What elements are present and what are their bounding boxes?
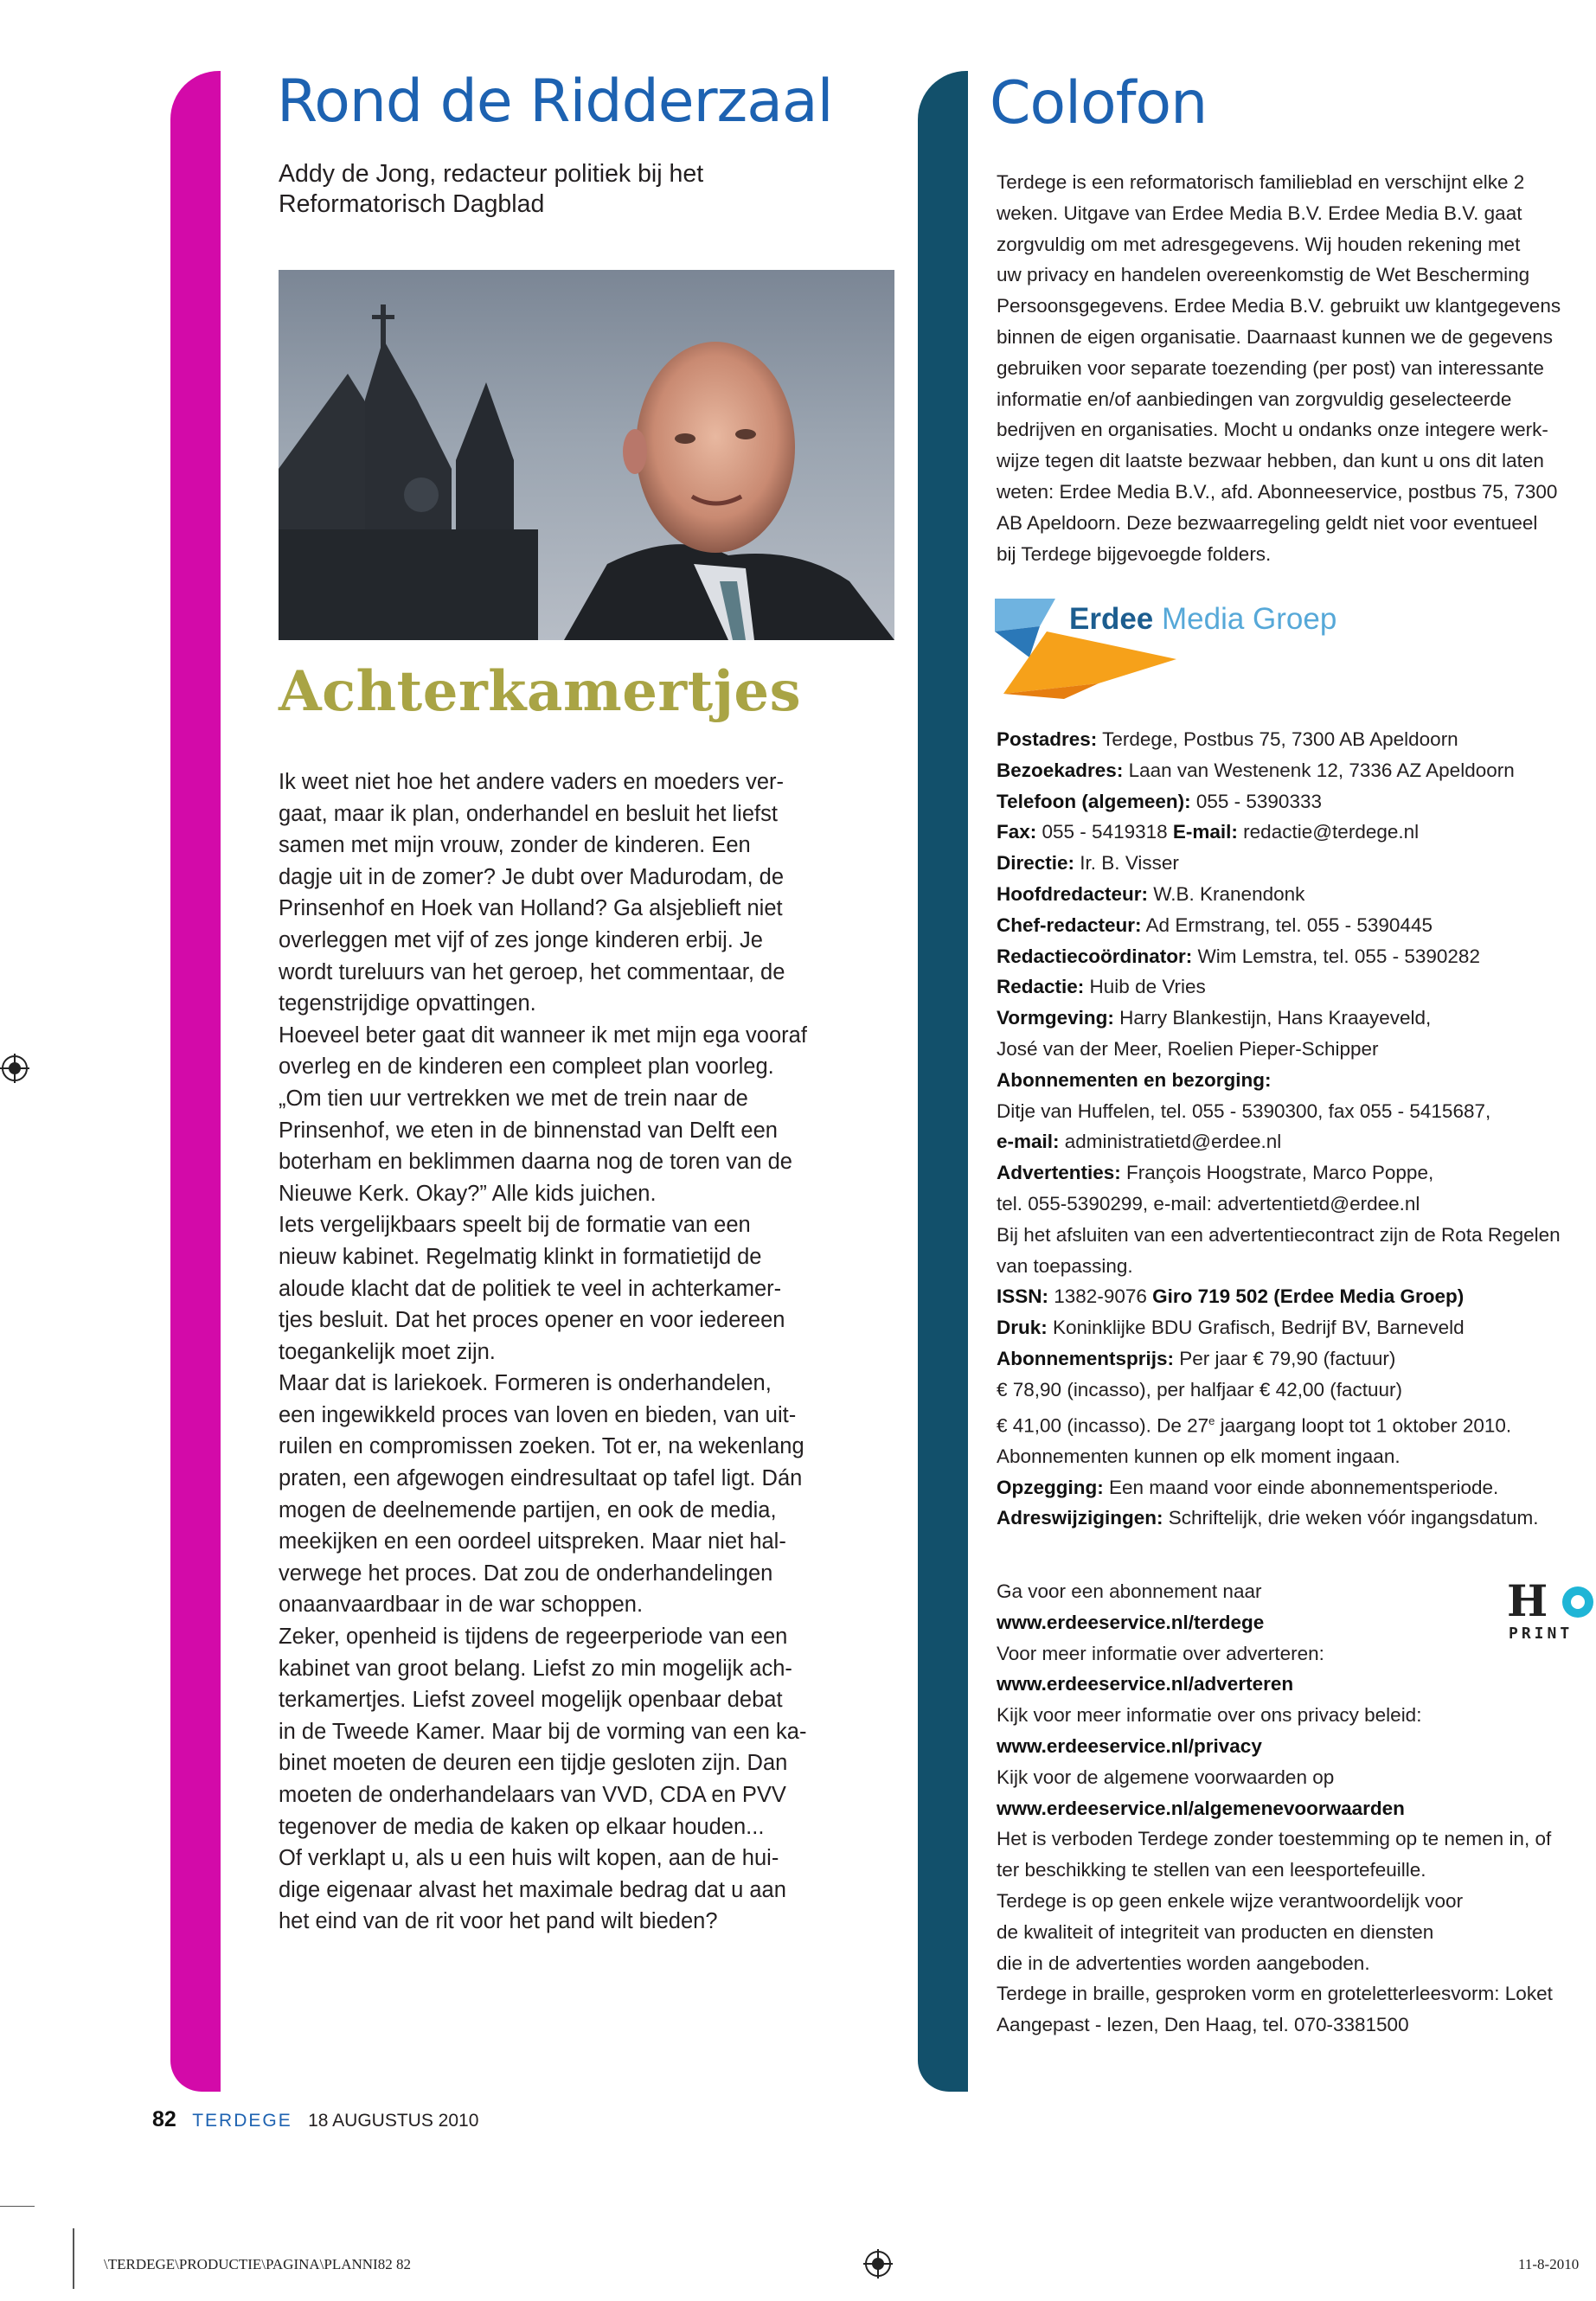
- detail-prijs: Abonnementsprijs: Per jaar € 79,90 (factuur): [997, 1347, 1396, 1369]
- print-slug-date: 11-8-2010: [1518, 2256, 1580, 2272]
- link-abonnement[interactable]: www.erdeeservice.nl/terdege: [997, 1611, 1265, 1633]
- detail-vormgeving-cont: José van der Meer, Roelien Pieper-Schipper: [997, 1037, 1379, 1060]
- detail-vormgeving: Vormgeving: Harry Blankestijn, Hans Kraayeveld,: [997, 1007, 1432, 1029]
- logo-word-media-groep: Media Groep: [1153, 602, 1337, 636]
- detail-fax-email: Fax: 055 - 5419318 E-mail: redactie@terdege.nl: [997, 821, 1420, 843]
- logo-word-erdee: Erdee: [1069, 602, 1154, 636]
- article-body: [279, 766, 856, 1938]
- article-title: Achterkamertjes: [279, 659, 802, 724]
- registration-mark-icon: [863, 2249, 893, 2279]
- article-paragraph: Maar dat is lariekoek. Formeren is onderhandelen, een ingewikkeld proces van loven en bieden, van uit- ruilen en compromissen zoeken. Tot er, na wekenlang praten, een afgewogen eindresultaat op tafel ligt. Dán mogen de deelnemende partijen, en ook de media, meekijken en een oordeel uitspreken. Maar niet hal- verwege het proces. Dat zou de onderhandelingen onaanvaardbaar in de war schoppen.: [279, 1371, 804, 1618]
- detail-abon-email: e-mail: administratietd@erdee.nl: [997, 1131, 1282, 1153]
- article-paragraph: Iets vergelijkbaars speelt bij de formatie van een nieuw kabinet. Regelmatig klinkt in formatietijd de aloude klacht dat de politiek te veel in achterkamer- tjes besluit. Dat het proces opener en voor iedereen toegankelijk moet zijn.: [279, 1213, 785, 1364]
- author-portrait-photo: [279, 270, 894, 640]
- colofon-links: [997, 1576, 1596, 2041]
- issue-date: 18 AUGUSTUS 2010: [308, 2111, 479, 2131]
- colofon-title: Colofon: [990, 69, 1208, 138]
- disclaimer-line: Terdege in braille, gesproken vorm en groteletterleesvorm: Loket: [997, 1983, 1553, 2005]
- detail-directie: Directie: Ir. B. Visser: [997, 852, 1179, 875]
- disclaimer-line: de kwaliteit of integriteit van producten en diensten: [997, 1920, 1434, 1943]
- detail-druk: Druk: Koninklijke BDU Grafisch, Bedrijf BV, Barneveld: [997, 1317, 1465, 1339]
- page-footer: [152, 2107, 478, 2132]
- detail-prijs-jaargang: € 41,00 (incasso). De 27e jaargang loopt tot 1 oktober 2010.: [997, 1413, 1512, 1437]
- link-voorwaarden[interactable]: www.erdeeservice.nl/algemenevoorwaarden: [997, 1797, 1405, 1819]
- link-adverteren[interactable]: www.erdeeservice.nl/adverteren: [997, 1673, 1294, 1695]
- detail-redactie: Redactie: Huib de Vries: [997, 976, 1206, 998]
- magazine-name: TERDEGE: [192, 2111, 292, 2131]
- colofon-intro: Terdege is een reformatorisch familieblad en verschijnt elke 2 weken. Uitgave van Erdee Media B.V. Erdee Media B.V. gaat zorgvuldig om met adresgegevens. Wij houden rekening met uw privacy en handelen overeenkomstig de Wet Bescherming Persoonsgegevens. Erdee Media B.V. gebruikt uw klantgegevens binnen de eigen organisatie. Daarnaast kunnen we de gegevens gebruiken voor separate toezending (per post) van interessante informatie en/of aanbiedingen van zorgvuldig geselecteerde bedrijven en organisaties. Mocht u ondanks onze integere werk- wijze tegen dit laatste bezwaar hebben, dan kunt u ons dit laten weten: Erdee Media B.V., afd. Abonneeservice, postbus 75, 7300 AB Apeldoorn. Deze bezwaarregeling geldt niet voor eventueel bij Terdege bijgevoegde folders.: [997, 171, 1561, 565]
- detail-bezoekadres: Bezoekadres: Laan van Westenenk 12, 7336 AZ Apeldoorn: [997, 759, 1515, 781]
- author-line: Addy de Jong, redacteur politiek bij het: [279, 160, 704, 188]
- detail-rota-cont: van toepassing.: [997, 1254, 1133, 1277]
- link-intro: Voor meer informatie over adverteren:: [997, 1642, 1324, 1664]
- detail-abonnementen: Ditje van Huffelen, tel. 055 - 5390300, fax 055 - 5415687,: [997, 1099, 1491, 1122]
- disclaimer-line: die in de advertenties worden aangeboden.: [997, 1952, 1370, 1974]
- article-paragraph: Hoeveel beter gaat dit wanneer ik met mijn ega vooraf overleg en de kinderen een compleet plan voorleg. „Om tien uur vertrekken we met de trein naar de Prinsenhof, we eten in de binnenstad van Delft een boterham en beklimmen daarna nog de toren van de Nieuwe Kerk. Okay?” Alle kids juichen.: [279, 1022, 807, 1206]
- article-paragraph: Of verklapt u, als u een huis wilt kopen, aan de hui- dige eigenaar alvast het maximale bedrag dat u aan het eind van de rit voor het pand wilt bieden?: [279, 1846, 786, 1934]
- detail-telefoon: Telefoon (algemeen): 055 - 5390333: [997, 790, 1322, 812]
- detail-advertenties-cont: tel. 055-5390299, e-mail: advertentietd@erdee.nl: [997, 1192, 1420, 1215]
- registration-mark-icon: [0, 1054, 29, 1083]
- left-column-accent-bar: [170, 71, 221, 2092]
- crop-mark: [0, 2206, 35, 2207]
- printer-logo-icon: [1503, 1574, 1596, 1644]
- link-privacy[interactable]: www.erdeeservice.nl/privacy: [997, 1734, 1262, 1757]
- detail-opzegging: Opzegging: Een maand voor einde abonnementsperiode.: [997, 1476, 1499, 1498]
- article-paragraph: Ik weet niet hoe het andere vaders en moeders ver- gaat, maar ik plan, onderhandel en besluit het liefst samen met mijn vrouw, zonder de kinderen. Een dagje uit in de zomer? Je dubt over Madurodam, de Prinsenhof en Hoek van Holland? Ga alsjeblieft niet overleggen met vijf of zes jonge kinderen erbij. Je wordt tureluurs van het geroep, het commentaar, de tegenstrijdige opvattingen.: [279, 770, 785, 1016]
- page-number: 82: [152, 2107, 176, 2131]
- detail-postadres: Postadres: Terdege, Postbus 75, 7300 AB Apeldoorn: [997, 728, 1458, 750]
- disclaimer-line: Het is verboden Terdege zonder toestemming op te nemen in, of: [997, 1828, 1552, 1850]
- detail-adreswijzigingen: Adreswijzigingen: Schriftelijk, drie weken vóór ingangsdatum.: [997, 1507, 1539, 1529]
- column-title: Rond de Ridderzaal: [277, 67, 833, 136]
- link-intro: Kijk voor de algemene voorwaarden op: [997, 1766, 1335, 1788]
- detail-chef-redacteur: Chef-redacteur: Ad Ermstrang, tel. 055 - 5390445: [997, 913, 1433, 936]
- disclaimer-line: Terdege is op geen enkele wijze verantwoordelijk voor: [997, 1889, 1464, 1912]
- detail-abonnementen-label: Abonnementen en bezorging:: [997, 1068, 1272, 1091]
- detail-prijs-cont: € 78,90 (incasso), per halfjaar € 42,00 (factuur): [997, 1378, 1403, 1400]
- portrait-illustration: [279, 270, 894, 640]
- detail-advertenties: Advertenties: François Hoogstrate, Marco Poppe,: [997, 1162, 1434, 1184]
- author-line: Reformatorisch Dagblad: [279, 190, 545, 218]
- svg-text:H: H: [1507, 1575, 1548, 1626]
- disclaimer-line: Aangepast - lezen, Den Haag, tel. 070-3381500: [997, 2014, 1409, 2036]
- print-slug: \TERDEGE\PRODUCTIE\PAGINA\PLANNI82 82: [104, 2256, 411, 2272]
- svg-text:PRINT: PRINT: [1509, 1625, 1574, 1643]
- detail-hoofdredacteur: Hoofdredacteur: W.B. Kranendonk: [997, 882, 1305, 905]
- detail-ingaan: Abonnementen kunnen op elk moment ingaan.: [997, 1445, 1401, 1467]
- link-intro: Kijk voor meer informatie over ons privacy beleid:: [997, 1704, 1422, 1727]
- colofon-details: [997, 724, 1596, 1534]
- article-paragraph: Zeker, openheid is tijdens de regeerperiode van een kabinet van groot belang. Liefst zo min mogelijk ach- terkamertjes. Liefst zoveel mogelijk openbaar debat in de Tweede Kamer. Maar bij de vorming van een ka- binet moeten de deuren een tijdje gesloten zijn. Dan moeten de onderhandelaars van VVD, CDA en PVV tegenover de media de kaken op elkaar houden...: [279, 1625, 807, 1839]
- disclaimer-line: ter beschikking te stellen van een leesportefeuille.: [997, 1859, 1426, 1881]
- author-byline: [279, 159, 832, 220]
- detail-rota: Bij het afsluiten van een advertentiecontract zijn de Rota Regelen: [997, 1223, 1561, 1246]
- crop-mark: [73, 2228, 74, 2289]
- detail-coordinator: Redactiecoördinator: Wim Lemstra, tel. 055 - 5390282: [997, 945, 1480, 967]
- right-column-accent-bar: [918, 71, 968, 2092]
- link-intro: Ga voor een abonnement naar: [997, 1580, 1262, 1602]
- erdee-logo-wordmark: [1069, 602, 1336, 637]
- detail-issn: ISSN: 1382-9076 Giro 719 502 (Erdee Media Groep): [997, 1285, 1465, 1308]
